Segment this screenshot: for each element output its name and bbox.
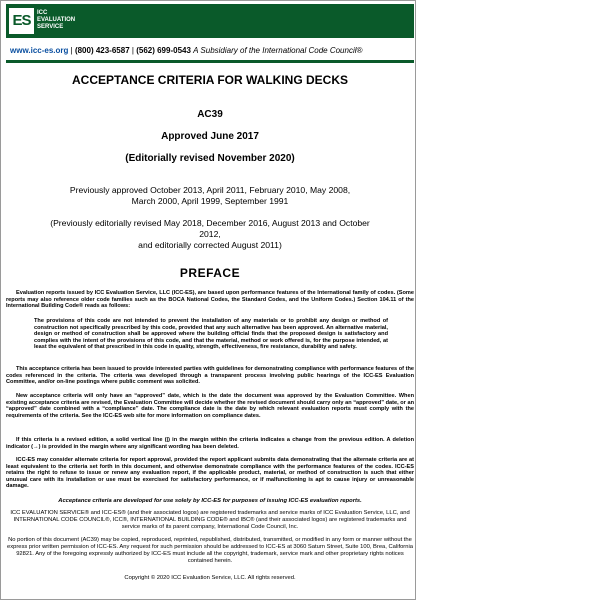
- previously-edited-line-1: (Previously editorially revised May 2018, December 2016, August 2013 and October: [50, 218, 370, 228]
- subsidiary-note: A Subsidiary of the International Code Council®: [193, 46, 363, 55]
- header-rule: [6, 60, 414, 63]
- paragraph-text: Evaluation reports issued by ICC Evaluation Service, LLC (ICC-ES), are based upon performance features of the International family of codes. (Some reports may also reference older code families such as the BOCA National Codes, the Standard Codes, and the Uniform Codes.) Section 104.11 of the International Building Code® reads as follows:: [6, 290, 414, 310]
- previously-approved-line-1: Previously approved October 2013, April 2011, February 2010, May 2008,: [69, 185, 351, 195]
- separator: |: [70, 46, 75, 55]
- previously-approved-line-2: March 2000, April 1999, September 1991: [131, 196, 289, 206]
- paragraph-text: If this criteria is a revised edition, a solid vertical line (|) in the margin within the criteria indicates a change from the previous edition. A deletion indicator (→) is provided in the margin where any significant wording has been deleted.: [6, 437, 414, 450]
- previously-edited-line-2: 2012,: [199, 229, 221, 239]
- reproduction-notice: No portion of this document (AC39) may be copied, reproduced, reprinted, republished, distributed, transmitted, or modified in any form or manner without the express prior written permission of ICC-ES. Any request for such permission should be addressed to ICC-ES at 3060 Saturn Street, Suite 100, Brea, California 92821. Any of the foregoing expressly authorized by ICC-ES must include all the copyright, trademark, service mark and other proprietary rights notices contained herein.: [7, 537, 413, 564]
- header-bar: [6, 4, 414, 38]
- logo-text: [37, 10, 75, 31]
- preface-paragraph-1: [6, 290, 414, 310]
- previously-edited: [6, 218, 414, 251]
- paragraph-text: ICC-ES may consider alternate criteria for report approval, provided the report applicant submits data demonstrating that the alternate criteria are at least equivalent to the criteria set forth in this document, and otherwise demonstrate compliance with the performance features of the codes. ICC-ES retains the right to refuse to issue or renew any evaluation report, if the applicable product, material, or method of construction is such that either unusual care with its installation or use must be exercised for satisfactory performance, or if malfunctioning is apt to cause injury or unreasonable damage.: [6, 457, 414, 490]
- preface-paragraph-4: [6, 437, 414, 450]
- usage-note: Acceptance criteria are developed for use solely by ICC-ES for purposes of issuing ICC-ES evaluation reports.: [58, 498, 362, 504]
- logo-mark: ES: [9, 8, 34, 34]
- logo-line-1: ICC: [37, 10, 48, 16]
- paragraph-text: New acceptance criteria will only have an “approved” date, which is the date the document was approved by the Evaluation Committee. When existing acceptance criteria are revised, the Evaluation Committee will decide whether the revised document should carry only an “approved” date, or an “approved” date combined with a “compliance” date. The compliance date is the date by which relevant evaluation reports must comply with the requirements of the criteria. See the ICC-ES web site for more information on compliance dates.: [6, 393, 414, 419]
- document-code: AC39: [197, 109, 223, 120]
- phone-2: (562) 699-0543: [136, 46, 191, 55]
- phone-1: (800) 423-6587: [74, 46, 130, 55]
- code-quote: The provisions of this code are not intended to prevent the installation of any materials or to prohibit any design or method of construction not specifically prescribed by this code, provided that any such alternative has been approved. An alternative material, design or method of construction shall be approved where the building official finds that the proposed design is satisfactory and complies with the intent of the provisions of this code, and that the material, method or work offered is, for the purpose intended, at least the equivalent of that prescribed in this code in quality, strength, effectiveness, fire resistance, durability and safety.: [34, 318, 388, 351]
- previously-edited-line-3: and editorially corrected August 2011): [138, 240, 282, 250]
- contact-line: [10, 46, 362, 56]
- separator: |: [131, 46, 137, 55]
- approved-date: Approved June 2017: [161, 131, 259, 142]
- preface-paragraph-3: [6, 393, 414, 419]
- copyright-notice: Copyright © 2020 ICC Evaluation Service, LLC. All rights reserved.: [124, 575, 296, 581]
- logo-line-3: SERVICE: [37, 24, 64, 30]
- paragraph-text: This acceptance criteria has been issued to provide interested parties with guidelines for demonstrating compliance with performance features of the codes referenced in the criteria. The criteria was developed through a transparent process involving public hearings of the ICC-ES Evaluation Committee, and/or on-line postings where public comment was solicited.: [6, 366, 414, 386]
- trademark-notice: ICC EVALUATION SERVICE® and ICC-ES® (and their associated logos) are registered trademarks and service marks of ICC Evaluation Service, LLC, and INTERNATIONAL CODE COUNCIL®, ICC®, INTERNATIONAL BUILDING CODE® and IBC® (and their associated logos) are registered trademarks and service marks of its parent company, International Code Council, Inc.: [10, 510, 410, 530]
- logo-line-2: EVALUATION: [37, 17, 76, 23]
- website-link[interactable]: www.icc-es.org: [10, 46, 69, 55]
- document-title: ACCEPTANCE CRITERIA FOR WALKING DECKS: [72, 73, 348, 87]
- preface-heading: PREFACE: [179, 266, 241, 280]
- preface-paragraph-5: [6, 457, 414, 490]
- preface-paragraph-2: [6, 366, 414, 386]
- previously-approved: [6, 185, 414, 207]
- revised-date: (Editorially revised November 2020): [125, 153, 295, 164]
